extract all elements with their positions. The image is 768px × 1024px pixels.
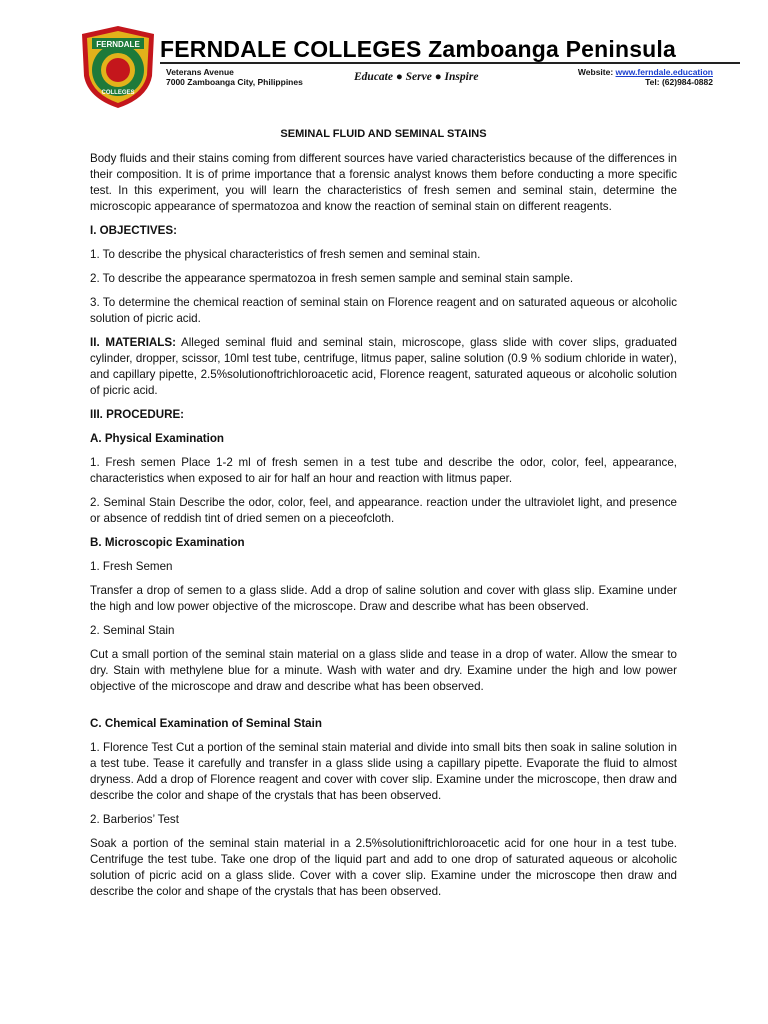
materials-text: Alleged seminal fluid and seminal stain, microscope, glass slide with cover slips, graduated cylinder, dropper, scissor, 10ml test tube, centrifuge, litmus paper, saline solution (0.9 % sodium chloride in water), and capillary pipette, 2.5%solutionoftrichloroacetic acid, Florence reagent, saturated aqueous or alcoholic solution of picric acid. <box>90 336 677 397</box>
section-b-item-1-heading: 1. Fresh Semen <box>90 560 173 573</box>
section-b-item-2-text: Cut a small portion of the seminal stain material on a glass slide and tease in a drop of water. Allow the smear to dry. Stain with methylene blue for a minute. Wash with water and dry. Examine under the high and low power objective of the microscope and draw and describe what has been observed. <box>90 648 677 693</box>
procedure-heading: III. PROCEDURE: <box>90 408 185 421</box>
document-title: SEMINAL FLUID AND SEMINAL STAINS <box>280 128 487 140</box>
section-c-item-1: 1. Florence Test Cut a portion of the seminal stain material and divide into small bits then soak in saline solution in a test tube. Tease it carefully and transfer in a glass slide using a capillary pipette. Evaporate the fluid to almost dryness. Add a drop of Florence reagent and cover with cover slip. Examine under the microscope, then draw and describe the color and shape of the crystals that has been observed. <box>90 741 677 802</box>
section-b-item-1-text: Transfer a drop of semen to a glass slide. Add a drop of saline solution and cover with glass slip. Examine under the high and low power objective of the microscope. Draw and describe what has been observed. <box>90 584 677 613</box>
motto: Educate ● Serve ● Inspire <box>354 71 479 83</box>
objective-2: 2. To describe the appearance spermatozoa in fresh semen sample and seminal stain sample. <box>90 272 574 285</box>
section-b-item-2-heading: 2. Seminal Stain <box>90 624 175 637</box>
objective-3: 3. To determine the chemical reaction of seminal stain on Florence reagent and on saturated aqueous or alcoholic solution of picric acid. <box>90 296 677 325</box>
section-b-heading: B. Microscopic Examination <box>90 536 245 549</box>
intro-paragraph: Body fluids and their stains coming from different sources have varied characteristics because of the differences in their composition. It is of prime importance that a forensic analyst knows them before conducting a more specific test. In this experiment, you will learn the characteristics of fresh semen and seminal stain, determine the microscopic appearance of spermatozoa and know the reaction of seminal stain on different reagents. <box>90 152 677 213</box>
objective-1: 1. To describe the physical characteristics of fresh semen and seminal stain. <box>90 248 481 261</box>
address-line-1: Veterans Avenue <box>166 67 234 77</box>
section-c-heading: C. Chemical Examination of Seminal Stain <box>90 717 322 730</box>
section-a-item-1: 1. Fresh semen Place 1-2 ml of fresh semen in a test tube and describe the odor, color, feel, appearance, characteristics when exposed to air for half an hour and reaction with litmus paper. <box>90 456 677 485</box>
college-name: FERNDALE COLLEGES Zamboanga Peninsula <box>160 36 677 62</box>
spacer <box>90 703 677 716</box>
contact-block <box>578 67 713 87</box>
svg-text:COLLEGES: COLLEGES <box>101 90 135 96</box>
objectives-heading: I. OBJECTIVES: <box>90 224 177 237</box>
address-block <box>166 67 303 87</box>
materials-paragraph <box>90 335 677 399</box>
materials-heading: II. MATERIALS: <box>90 336 176 349</box>
section-a-item-2: 2. Seminal Stain Describe the odor, color, feel, and appearance. reaction under the ultraviolet light, and presence or absence of reddish tint of dried semen on a pieceofcloth. <box>90 496 677 525</box>
document-body <box>90 126 677 908</box>
section-a-heading: A. Physical Examination <box>90 432 225 445</box>
telephone: Tel: (62)984-0882 <box>645 77 713 87</box>
college-seal-logo <box>78 24 158 110</box>
section-c-item-2-heading: 2. Barberios’ Test <box>90 813 179 826</box>
website-label: Website: <box>577 67 616 77</box>
website-link[interactable]: www.ferndale.education <box>615 67 713 77</box>
header-divider <box>160 62 740 64</box>
letterhead <box>0 0 768 110</box>
svg-text:FERNDALE: FERNDALE <box>96 40 140 49</box>
address-line-2: 7000 Zamboanga City, Philippines <box>166 77 303 87</box>
section-c-item-2-text: Soak a portion of the seminal stain material in a 2.5%solutioniftrichloroacetic acid for one hour in a test tube. Centrifuge the test tube. Take one drop of the liquid part and add to one drop of saturated aqueous or alcoholic solution of picric acid on a glass slide. Cover with a cover slip. Examine under the microscope then draw and describe the color and shape of the crystals that has been observed. <box>90 837 677 898</box>
